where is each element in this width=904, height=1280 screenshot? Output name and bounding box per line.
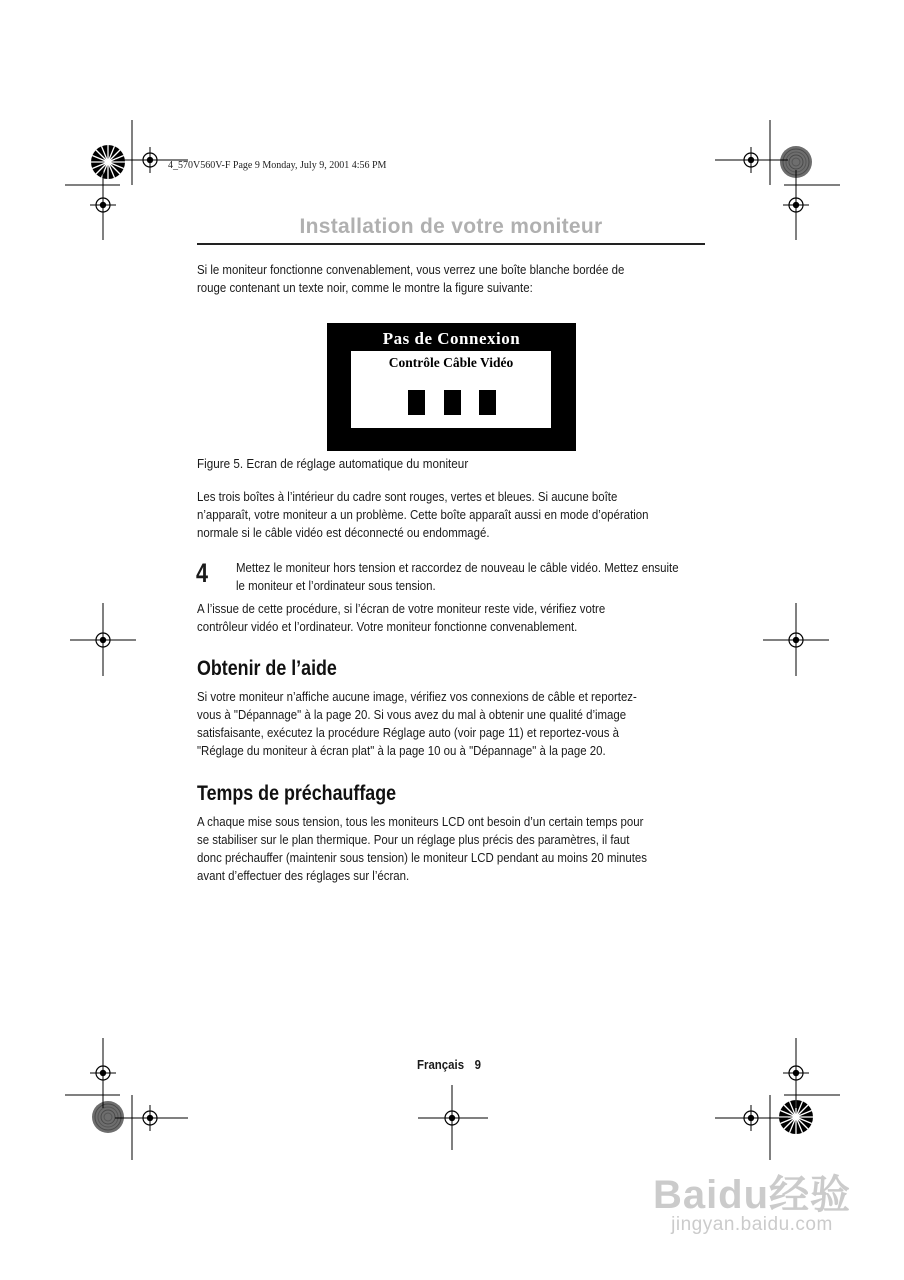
warmup-heading: Temps de préchauffage (197, 782, 397, 805)
figure-caption: Figure 5. Ecran de réglage automatique du moniteur (197, 456, 469, 471)
intro-paragraph: Si le moniteur fonctionne convenablement, vous verrez une boîte blanche bordée de rouge contenant un texte noir, comme le montre la figure suivante: (197, 262, 625, 295)
blue-indicator-box (479, 390, 496, 415)
warmup-paragraph: A chaque mise sous tension, tous les moniteurs LCD ont besoin d’un certain temps pour se stabiliser sur le plan thermique. Pour un réglage plus précis des paramètres, il faut donc préchauffer (maintenir sous tension) le moniteur LCD pendant au moins 20 minutes avant d’effectuer des réglages sur l’écran. (197, 814, 648, 883)
page-number: 9 (474, 1057, 481, 1072)
boxes-paragraph: Les trois boîtes à l’intérieur du cadre sont rouges, vertes et bleues. Si aucune boîte n’apparaît, votre moniteur a un problème. Cette boîte apparaît aussi en mode d’opération normale si le câble vidéo est déconnecté ou endommagé. (197, 489, 649, 540)
after-step-paragraph: A l’issue de cette procédure, si l’écran de votre moniteur reste vide, vérifiez votre contrôleur vidéo et l’ordinateur. Votre moniteur fonctionne convenablement. (197, 601, 606, 634)
help-paragraph: Si votre moniteur n’affiche aucune image, vérifiez vos connexions de câble et reportez-vous à "Dépannage" à la page 20. Si vous avez du mal à obtenir une qualité d’image satisfaisante, exécutez la procédure Réglage auto (voir page 11) et reportez-vous à "Réglage du moniteur à écran plat" à la page 10 ou à "Dépannage" à la page 20. (197, 689, 637, 758)
star-target-icon (91, 145, 125, 179)
monitor-screen-figure (327, 323, 576, 451)
screen-message-box (351, 351, 551, 428)
section-title: Installation de votre moniteur (299, 215, 603, 238)
screen-title: Pas de Connexion (382, 329, 521, 348)
red-indicator-box (408, 390, 425, 415)
title-rule (197, 243, 705, 245)
watermark-url: jingyan.baidu.com (671, 1214, 833, 1235)
print-slug: 4_570V560V-F Page 9 Monday, July 9, 2001 4:56 PM (168, 160, 387, 171)
watermark-brand: Baidu经验 (652, 1173, 852, 1217)
help-heading: Obtenir de l’aide (197, 657, 337, 680)
footer-language: Français (417, 1057, 465, 1072)
page-footer (417, 1057, 481, 1072)
grey-target-icon (92, 1101, 124, 1133)
step-text: Mettez le moniteur hors tension et raccordez de nouveau le câble vidéo. Mettez ensuite le moniteur et l’ordinateur sous tension. (236, 560, 679, 593)
green-indicator-box (444, 390, 461, 415)
step-number: 4 (196, 558, 209, 588)
watermark (642, 1163, 862, 1236)
screen-subtitle: Contrôle Câble Vidéo (388, 355, 514, 370)
